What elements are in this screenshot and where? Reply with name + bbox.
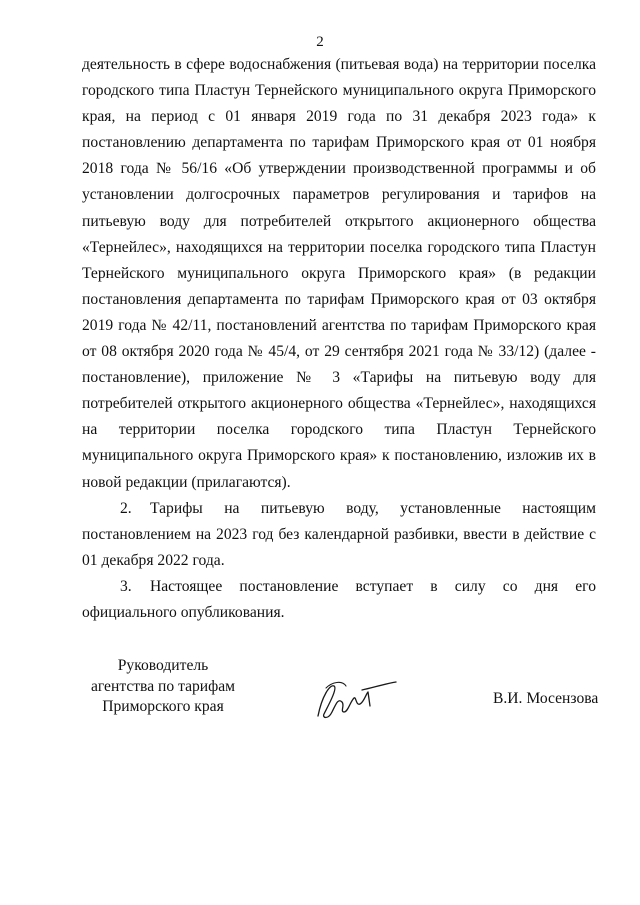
signatory-position — [78, 656, 248, 718]
signatory-position-line-2: агентства по тарифам — [90, 677, 236, 695]
signatory-name: В.И. Мосензова — [493, 690, 599, 707]
item-3-text: Настоящее постановление вступает в силу со дня его официального опубликования. — [82, 577, 596, 621]
paragraph-item-3 — [82, 574, 596, 626]
paragraph-continuation: деятельность в сфере водоснабжения (питьевая вода) на территории поселка городского типа Пластун Тернейского муниципального округа Приморского края, на период с 01 января 2019 года по 31 декабря 2023 года» к постановлению департамента по тарифам Приморского края от 01 ноября 2018 года № 56/16 «Об утверждении производственной программы и об установлении долгосрочных параметров регулирования и тарифов на питьевую воду для потребителей открытого акционерного общества «Тернейлес», находящихся на территории поселка городского типа Пластун Тернейского муниципального округа Приморского края» (в редакции постановления департамента по тарифам Приморского края от 03 октября 2019 года № 42/11, постановлений агентства по тарифам Приморского края от 08 октября 2020 года № 45/4, от 29 сентября 2021 года № 33/12) (далее - постановление), приложение № 3 «Тарифы на питьевую воду для потребителей открытого акционерного общества «Тернейлес», находящихся на территории поселка городского типа Пластун Тернейского муниципального округа Приморского края» к постановлению, изложив их в новой редакции (прилагаются). — [82, 56, 596, 491]
item-3-number: 3. — [120, 577, 132, 595]
paragraph-item-2 — [82, 496, 596, 574]
handwritten-signature-icon — [312, 676, 398, 724]
page-number: 2 — [316, 34, 324, 50]
item-2-text: Тарифы на питьевую воду, установленные настоящим постановлением на 2023 год без календарной разбивки, ввести в действие с 01 декабря 2022 года. — [82, 499, 596, 569]
signature-block — [0, 656, 640, 736]
item-2-number: 2. — [120, 499, 132, 517]
signatory-position-line-3: Приморского края — [102, 698, 224, 715]
document-body — [82, 52, 596, 626]
signatory-position-line-1: Руководитель — [117, 657, 209, 674]
